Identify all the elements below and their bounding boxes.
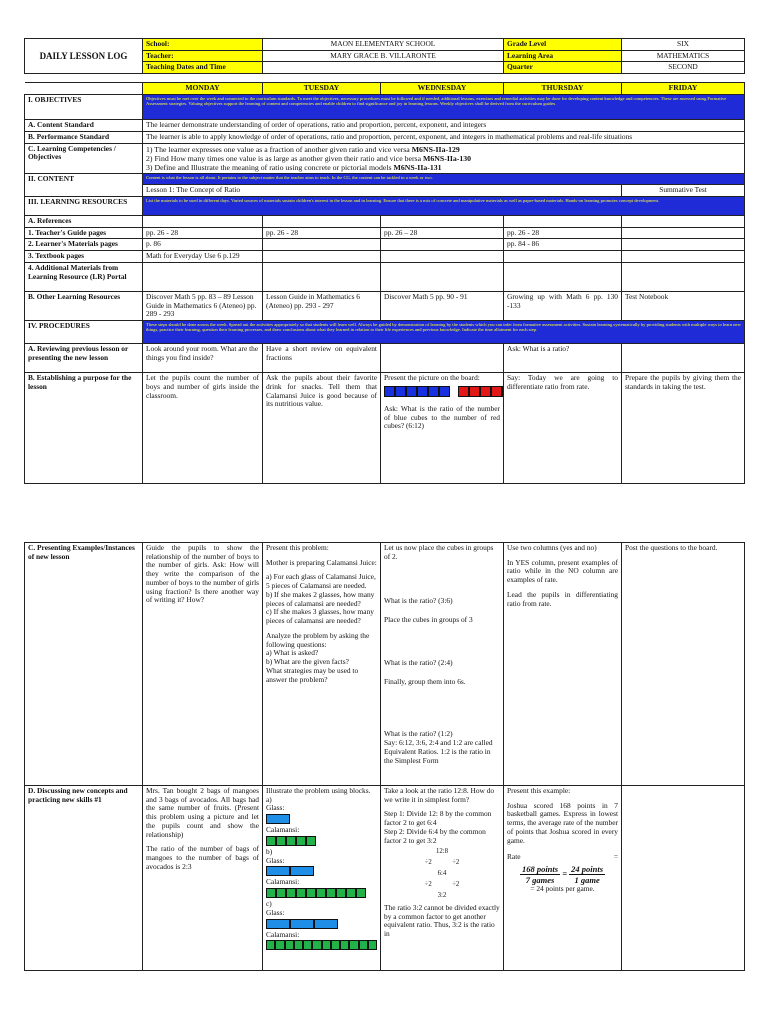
objectives-note: Objectives must be met over the week and connected to the curriculum standards. To meet the objectives, necessary procedures must be followed and if needed, additional lessons, exercises and remedial activities may be done for developing content knowledge and competencies. These are assessed using Formative Assessment strategies. Valuing objectives support the learning of content and competencies and enable children to find significance and joy in learning lessons. Weekly objectives shall be derived from the curriculum guides. bbox=[143, 95, 745, 120]
proc-a-wed bbox=[381, 344, 504, 373]
other-tue: Lesson Guide in Mathematics 6 (Ateneo) pp. 293 - 297 bbox=[263, 291, 381, 320]
c-wed-line: What is the ratio? (3:6) bbox=[384, 596, 453, 606]
divide-row: ÷2 ÷2 bbox=[424, 881, 460, 889]
c-tue-line: c) If she makes 3 glasses, how many pieces of calamansi are needed? bbox=[266, 607, 374, 626]
content-standard-value: The learner demonstrate understanding of order of operations, ratio and proportion, percent, exponent, and integers bbox=[143, 120, 745, 132]
log-title: DAILY LESSON LOG bbox=[25, 39, 143, 74]
spacer-row bbox=[25, 74, 745, 83]
proc-d-row bbox=[25, 786, 745, 971]
red-cubes bbox=[458, 386, 504, 397]
c-tue-line: Analyze the problem by asking the following questions: bbox=[266, 630, 370, 649]
glass-label: Glass: bbox=[266, 803, 285, 813]
tg-row bbox=[25, 227, 745, 239]
competencies-row bbox=[25, 143, 745, 174]
calamansi-label: Calamansi: bbox=[266, 825, 300, 835]
divide-row: ÷2 ÷2 bbox=[424, 859, 460, 867]
lm-tue bbox=[263, 239, 381, 251]
quarter-label: Quarter bbox=[504, 62, 622, 74]
procedures-label: IV. PROCEDURES bbox=[25, 321, 143, 344]
grade-label: Grade Level bbox=[504, 39, 622, 51]
proc-a-fri bbox=[622, 344, 745, 373]
tb-label: 3. Textbook pages bbox=[25, 251, 143, 263]
resources-label: III. LEARNING RESOURCES bbox=[25, 196, 143, 215]
proc-a-label: A. Reviewing previous lesson or presenting the new lesson bbox=[25, 344, 143, 373]
procedures-row bbox=[25, 321, 745, 344]
c-tue-line: b) If she makes 2 glasses, how many pieces of calamansi are needed? bbox=[266, 589, 375, 608]
content-standard-label: A. Content Standard bbox=[25, 120, 143, 132]
c-wed-line: Place the cubes in groups of 3 bbox=[384, 615, 473, 625]
proc-d-thu bbox=[504, 786, 622, 971]
calamansi-blocks-c bbox=[266, 940, 377, 950]
day-friday: FRIDAY bbox=[622, 83, 745, 95]
references-label: A. References bbox=[25, 215, 143, 227]
resources-note: List the materials to be used in different days. Varied sources of materials sustain children's interest in the lesson and in learning. Ensure that there is a mix of concrete and manipulative materials as well as paper-based materials. Hands-on learning promotes concept development. bbox=[143, 196, 745, 215]
day-wednesday: WEDNESDAY bbox=[381, 83, 504, 95]
competencies-list bbox=[143, 143, 745, 174]
cube-picture bbox=[384, 386, 500, 397]
tb-mon: Math for Everyday Use 6 p.129 bbox=[143, 251, 263, 263]
c-tue-line: What strategies may be used to answer the problem? bbox=[266, 665, 359, 684]
proc-c-label: C. Presenting Examples/Instances of new lesson bbox=[25, 543, 143, 786]
lm-wed bbox=[381, 239, 504, 251]
c-tue-line: Present this problem: bbox=[266, 543, 329, 552]
proc-a-tue: Have a short review on equivalent fractions bbox=[263, 344, 381, 373]
content-label: II. CONTENT bbox=[25, 174, 143, 197]
lm-row bbox=[25, 239, 745, 251]
lesson-log-table-top bbox=[24, 38, 745, 484]
lm-label: 2. Learner's Materials pages bbox=[25, 239, 143, 251]
d-wed-intro: Take a look at the ratio 12:8. How do we write it in simplest form? bbox=[384, 786, 495, 804]
glass-blocks-c bbox=[266, 919, 377, 929]
ratio-3-2: 3:2 bbox=[437, 891, 447, 899]
dates-value bbox=[263, 62, 504, 74]
blue-cubes bbox=[384, 386, 417, 397]
friday-content: Summative Test bbox=[622, 185, 745, 197]
calamansi-label: Calamansi: bbox=[266, 877, 300, 887]
objectives-row bbox=[25, 95, 745, 120]
other-row bbox=[25, 291, 745, 320]
calamansi-blocks-b bbox=[266, 888, 377, 898]
d-tue-c: c) bbox=[266, 899, 272, 909]
glass-blocks-b bbox=[266, 866, 377, 876]
lm-fri bbox=[622, 239, 745, 251]
performance-standard-row bbox=[25, 131, 745, 143]
competency-2: 2) Find How many times one value is as large as another given their ratio and vice bersa M6NS-IIa-130 bbox=[146, 153, 472, 163]
proc-b-wed-question: Ask: What is the ratio of the number of blue cubes to the number of red cubes? (6:12) bbox=[384, 403, 500, 431]
c-thu-line: Use two columns (yes and no) bbox=[507, 543, 597, 552]
c-tue-line: b) What are the given facts? bbox=[266, 657, 349, 667]
d-tue-a: a) bbox=[266, 794, 272, 804]
proc-c-fri: Post the questions to the board. bbox=[622, 543, 745, 786]
d-mon-ratio: The ratio of the number of bags of mangoes to the number of bags of avocados is 2:3 bbox=[146, 844, 259, 871]
proc-b-label: B. Establishing a purpose for the lesson bbox=[25, 373, 143, 484]
day-tuesday: TUESDAY bbox=[263, 83, 381, 95]
d-mon-problem: Mrs. Tan bought 2 bags of mangoes and 3 bags of avocados. All bags had the same number of fruits. (Present this problem using a picture and let the pupils count and show the relationship) bbox=[146, 786, 259, 839]
proc-c-row bbox=[25, 543, 745, 786]
proc-c-tue bbox=[263, 543, 381, 786]
lm-thu: pp. 84 - 86 bbox=[504, 239, 622, 251]
competency-1: 1) The learner expresses one value as a fraction of another given ratio and vice versa M6NS-IIa-129 bbox=[146, 144, 460, 154]
day-header-row bbox=[25, 83, 745, 95]
c-wed-line: What is the ratio? (1:2) bbox=[384, 729, 453, 739]
tg-tue: pp. 26 - 28 bbox=[263, 227, 381, 239]
equivalent-ratio-tree bbox=[384, 847, 500, 901]
other-label: B. Other Learning Resources bbox=[25, 291, 143, 320]
grade-value: SIX bbox=[622, 39, 745, 51]
proc-b-fri: Prepare the pupils by giving them the standards in taking the test. bbox=[622, 373, 745, 484]
ratio-12-8: 12:8 bbox=[435, 848, 449, 856]
c-thu-line: Lead the pupils in differentiating ratio from rate. bbox=[507, 589, 618, 608]
calamansi-blocks-a bbox=[266, 836, 377, 846]
lm-mon: p. 86 bbox=[143, 239, 263, 251]
tb-tue bbox=[263, 251, 381, 263]
tg-thu: pp. 26 - 28 bbox=[504, 227, 622, 239]
school-label: School: bbox=[143, 39, 263, 51]
c-wed-line: Finally, group them into 6s. bbox=[384, 676, 466, 686]
lesson-title: Lesson 1: The Concept of Ratio bbox=[143, 185, 622, 197]
proc-a-mon: Look around your room. What are the things you find inside? bbox=[143, 344, 263, 373]
content-standard-row bbox=[25, 120, 745, 132]
lesson-log-page-2 bbox=[24, 542, 745, 971]
proc-c-wed bbox=[381, 543, 504, 786]
performance-standard-value: The learner is able to apply knowledge of order of operations, ratio and proportion, percent, exponent, and integers in mathematical problems and real-life situations bbox=[143, 131, 745, 143]
quarter-value: SECOND bbox=[622, 62, 745, 74]
other-mon: Discover Math 5 pp. 83 – 89 Lesson Guide in Mathematics 6 (Ateneo) pp. 289 - 293 bbox=[143, 291, 263, 320]
calamansi-label: Calamansi: bbox=[266, 929, 300, 939]
other-wed: Discover Math 5 pp. 90 - 91 bbox=[381, 291, 504, 320]
proc-a-thu: Ask: What is a ratio? bbox=[504, 344, 622, 373]
proc-d-mon bbox=[143, 786, 263, 971]
proc-d-label: D. Discussing new concepts and practicing new skills #1 bbox=[25, 786, 143, 971]
day-thursday: THURSDAY bbox=[504, 83, 622, 95]
proc-d-tue bbox=[263, 786, 381, 971]
content-note: Content is what the lesson is all about. It pertains to the subject matter that the teacher aims to teach. In the CG, the content can be tackled in a week or two. bbox=[143, 174, 745, 185]
c-tue-line: Mother is preparing Calamansi Juice: bbox=[266, 557, 377, 567]
procedures-note: These steps should be done across the week. Spread out the activities appropriately so that students will learn well. Always be guided by demonstration of learning by the students which you can infer from formative assessment activities. Sustain learning systematically by providing students with multiple ways to learn new things, practice their learning, question their learning processes, and draw conclusions about what they learned in relation to their life experiences and previous knowledge. Indicate the time allotment for each step. bbox=[143, 321, 745, 344]
content-row bbox=[25, 174, 745, 185]
c-tue-line: a) For each glass of Calamansi Juice, 5 pieces of Calamansi are needed. bbox=[266, 572, 376, 591]
am-label: 4. Additional Materials from Learning Resource (LR) Portal bbox=[25, 262, 143, 291]
other-fri: Test Notebook bbox=[622, 291, 745, 320]
references-row bbox=[25, 215, 745, 227]
tg-mon: pp. 26 - 28 bbox=[143, 227, 263, 239]
d-tue-b: b) bbox=[266, 846, 273, 856]
d-thu-intro: Present this example: bbox=[507, 786, 571, 795]
d-wed-step2: Step 2: Divide 6:4 by the common factor 2 to get 3:2 bbox=[384, 826, 486, 845]
c-thu-line: In YES column, present examples of ratio while in the NO column are examples of rate. bbox=[507, 557, 618, 585]
proc-b-tue: Ask the pupils about their favorite drink for snacks. Tell them that Calamansi Juice is good because of its nutritious value. bbox=[263, 373, 381, 484]
glass-blocks-a bbox=[266, 814, 377, 824]
d-thu-problem: Joshua scored 168 points in 7 basketball games. Express in lowest terms, the average rate of the number of points that Joshua scored in every game. bbox=[507, 800, 618, 845]
tb-row bbox=[25, 251, 745, 263]
glass-label: Glass: bbox=[266, 855, 285, 865]
proc-b-wed-intro: Present the picture on the board: bbox=[384, 373, 480, 383]
d-wed-step1: Step 1: Divide 12: 8 by the common factor 2 to get 6:4 bbox=[384, 809, 492, 828]
competencies-label: C. Learning Competencies / Objectives bbox=[25, 143, 143, 174]
tg-fri bbox=[622, 227, 745, 239]
tb-thu bbox=[504, 251, 622, 263]
d-tue-intro: Illustrate the problem using blocks. bbox=[266, 786, 371, 795]
teacher-value: MARY GRACE B. VILLARONTE bbox=[263, 50, 504, 62]
resources-row bbox=[25, 196, 745, 215]
competency-3: 3) Define and Illustrate the meaning of ratio using concrete or pictorial models M6NS-IIa-131 bbox=[146, 163, 442, 172]
glass-label: Glass: bbox=[266, 907, 285, 917]
school-value: MAON ELEMENTARY SCHOOL bbox=[263, 39, 504, 51]
proc-c-thu bbox=[504, 543, 622, 786]
tg-label: 1. Teacher's Guide pages bbox=[25, 227, 143, 239]
proc-c-mon: Guide the pupils to show the relationship of the number of boys to the number of girls. Ask: How will they write the comparison of the number of boys to the number of girls using fraction? Is there another way of writing it? How? bbox=[143, 543, 263, 786]
tb-fri bbox=[622, 251, 745, 263]
tg-wed: pp. 26 – 28 bbox=[381, 227, 504, 239]
proc-d-fri bbox=[622, 786, 745, 971]
tb-wed bbox=[381, 251, 504, 263]
dates-label: Teaching Dates and Time bbox=[143, 62, 263, 74]
c-wed-line: What is the ratio? (2:4) bbox=[384, 657, 453, 667]
c-wed-line: Say: 6:12, 3:6, 2:4 and 1:2 are called Equivalent Ratios. 1:2 is the ratio in the Simplest Form bbox=[384, 738, 493, 765]
other-thu: Growing up with Math 6 pp. 130 -133 bbox=[504, 291, 622, 320]
header-row-school bbox=[25, 39, 745, 51]
lesson-log-table-bottom bbox=[24, 542, 745, 971]
proc-d-wed bbox=[381, 786, 504, 971]
rate-result: = 24 points per game. bbox=[530, 884, 595, 894]
lesson-log-page-1 bbox=[24, 38, 745, 484]
c-tue-line: a) What is asked? bbox=[266, 648, 319, 658]
blue-cubes-2 bbox=[417, 386, 450, 397]
proc-b-row bbox=[25, 373, 745, 484]
area-value: MATHEMATICS bbox=[622, 50, 745, 62]
performance-standard-label: B. Performance Standard bbox=[25, 131, 143, 143]
teacher-label: Teacher: bbox=[143, 50, 263, 62]
c-wed-line: Let us now place the cubes in groups of 2. bbox=[384, 543, 494, 561]
rate-line: Rate = bbox=[507, 852, 618, 862]
am-row bbox=[25, 262, 745, 291]
day-monday: MONDAY bbox=[143, 83, 263, 95]
objectives-label: I. OBJECTIVES bbox=[25, 95, 143, 120]
proc-b-thu: Say: Today we are going to differentiate ratio from rate. bbox=[504, 373, 622, 484]
proc-a-row bbox=[25, 344, 745, 373]
d-wed-outro: The ratio 3:2 cannot be divided exactly by a common factor to get another equivalent ratio. Thus, 3:2 is the ratio in bbox=[384, 902, 500, 938]
rate-fraction: $\frac{\text{168 points}}{\text{7 games}}$ = $\frac{\text{24 points}}{\text{1 game}}$ bbox=[521, 864, 604, 886]
proc-b-wed bbox=[381, 373, 504, 484]
proc-b-mon: Let the pupils count the number of boys and number of girls inside the classroom. bbox=[143, 373, 263, 484]
area-label: Learning Area bbox=[504, 50, 622, 62]
ratio-6-4: 6:4 bbox=[437, 870, 447, 878]
